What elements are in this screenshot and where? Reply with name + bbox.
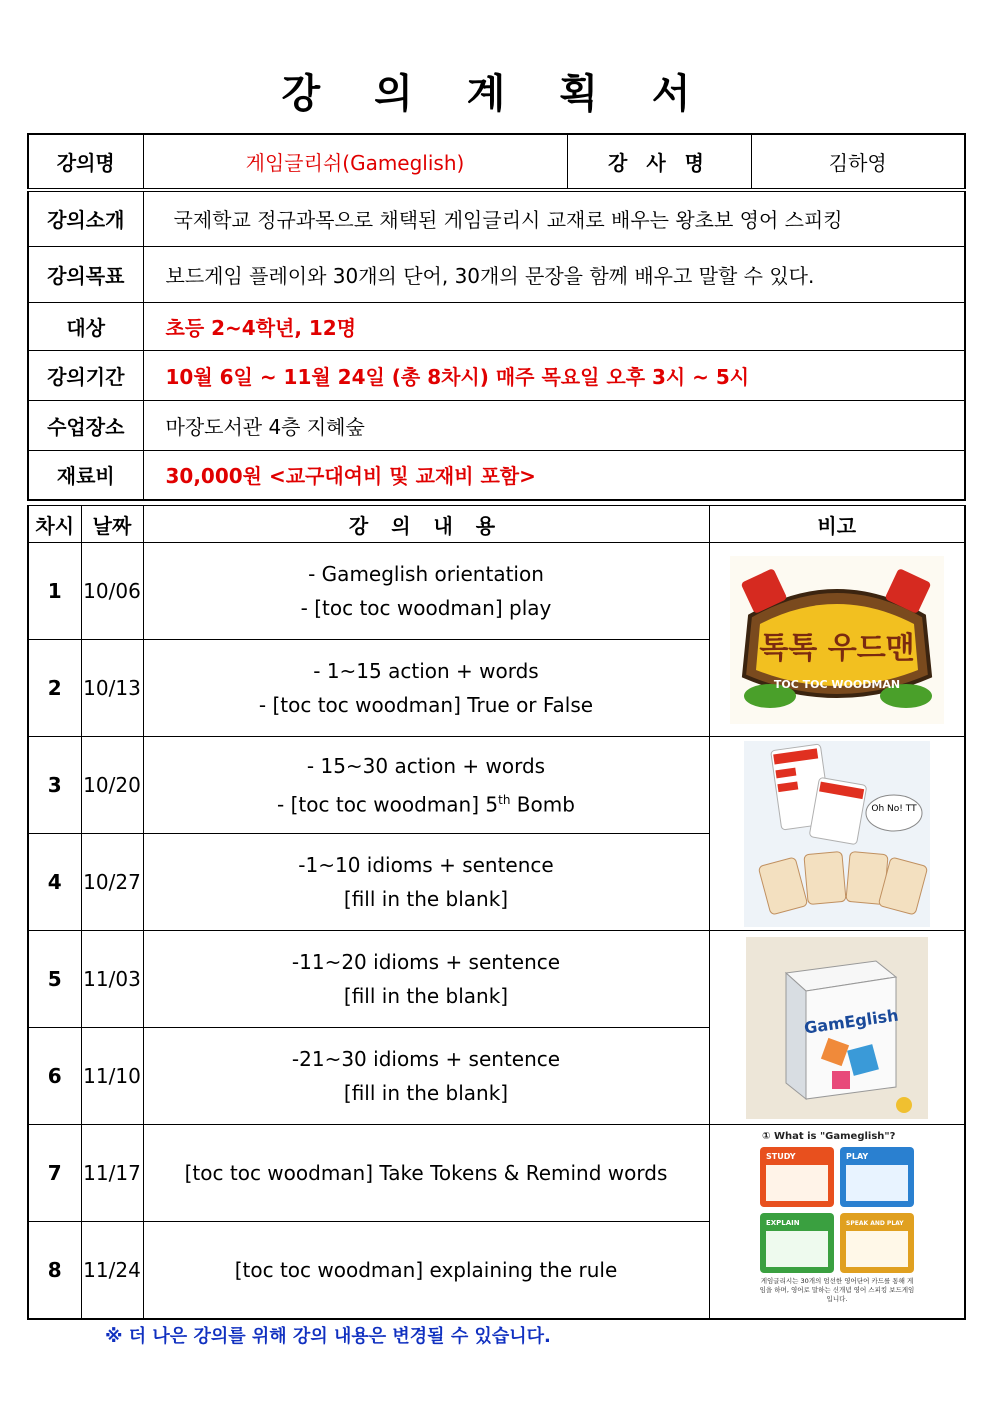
content-line: - [toc toc woodman] play xyxy=(300,596,552,620)
fee-label: 재료비 xyxy=(28,450,143,500)
session-number: 5 xyxy=(28,931,81,1028)
intro-label: 강의소개 xyxy=(28,190,143,246)
target-label: 대상 xyxy=(28,302,143,350)
session-date: 11/10 xyxy=(81,1028,143,1125)
instructor-value: 김하영 xyxy=(751,134,965,190)
session-date: 10/20 xyxy=(81,737,143,834)
content-line: [fill in the blank] xyxy=(343,984,509,1008)
table-row xyxy=(28,543,965,640)
place-value: 마장도서관 4층 지혜숲 xyxy=(143,400,965,450)
content-line: [toc toc woodman] Take Tokens & Remind words xyxy=(184,1161,668,1185)
content-line: - 1~15 action + words xyxy=(313,659,539,683)
session-number: 6 xyxy=(28,1028,81,1125)
session-date: 11/24 xyxy=(81,1222,143,1319)
header-session: 차시 xyxy=(28,506,81,543)
schedule-table xyxy=(27,505,966,1320)
content-line: - Gameglish orientation xyxy=(308,562,544,586)
session-date: 10/27 xyxy=(81,834,143,931)
content-line: -21~30 idioms + sentence xyxy=(291,1047,561,1071)
header-remarks: 비고 xyxy=(709,506,965,543)
info-title: ① What is "Gameglish"? xyxy=(761,1131,896,1143)
cards-bubble-text: Oh No! TT xyxy=(871,803,917,814)
session-date: 11/17 xyxy=(81,1125,143,1222)
info-play: PLAY xyxy=(845,1152,868,1162)
info-speak: SPEAK AND PLAY xyxy=(845,1220,904,1228)
table-row xyxy=(28,1125,965,1222)
period-label: 강의기간 xyxy=(28,350,143,400)
place-label: 수업장소 xyxy=(28,400,143,450)
session-content xyxy=(143,1125,709,1222)
session-content xyxy=(143,834,709,931)
gameglish-info-image xyxy=(709,1125,965,1319)
intro-value: 국제학교 정규과목으로 채택된 게임글리시 교재로 배우는 왕초보 영어 스피킹 xyxy=(143,190,965,246)
content-line: - [toc toc woodman] True or False xyxy=(258,693,594,717)
content-line xyxy=(144,783,709,822)
course-info-table xyxy=(27,133,966,501)
content-suffix: Bomb xyxy=(510,792,575,817)
info-explain: EXPLAIN xyxy=(765,1219,800,1228)
page-title: 강 의 계 획 서 xyxy=(281,71,711,117)
header-content: 강 의 내 용 xyxy=(143,506,709,543)
goal-value: 보드게임 플레이와 30개의 단어, 30개의 문장을 함께 배우고 말할 수 있다. xyxy=(143,246,965,302)
session-content xyxy=(143,1222,709,1319)
info-caption: 게임글리시는 30개의 엄선한 영어단어 카드를 통해 게임을 하며, 영어로 말하는 신개념 영어 스피킹 보드게임입니다. xyxy=(759,1277,915,1304)
course-label: 강의명 xyxy=(28,134,143,190)
content-line: [fill in the blank] xyxy=(343,1081,509,1105)
woodman-logo xyxy=(730,556,944,724)
session-content xyxy=(143,931,709,1028)
session-number: 3 xyxy=(28,737,81,834)
header-date: 날짜 xyxy=(81,506,143,543)
course-value: 게임글리쉬(Gameglish) xyxy=(143,134,567,190)
session-number: 7 xyxy=(28,1125,81,1222)
session-content xyxy=(143,737,709,834)
content-line: -1~10 idioms + sentence xyxy=(298,853,554,877)
game-box-illustration xyxy=(746,937,928,1119)
cards-illustration xyxy=(744,741,930,927)
gameglish-info-illustration xyxy=(754,1125,920,1317)
session-date: 11/03 xyxy=(81,931,143,1028)
content-line: [toc toc woodman] explaining the rule xyxy=(234,1257,618,1282)
content-prefix: - [toc toc woodman] 5 xyxy=(277,792,499,817)
instructor-label: 강 사 명 xyxy=(567,134,751,190)
session-number: 8 xyxy=(28,1222,81,1319)
info-study: STUDY xyxy=(765,1152,796,1162)
fee-value: 30,000원 <교구대여비 및 교재비 포함> xyxy=(143,450,965,500)
change-notice: ※ 더 나은 강의를 위해 강의 내용은 변경될 수 있습니다. xyxy=(105,1326,551,1347)
logo-sub: TOC TOC WOODMAN xyxy=(773,677,900,691)
goal-label: 강의목표 xyxy=(28,246,143,302)
content-line: - 15~30 action + words xyxy=(306,753,546,778)
session-number: 4 xyxy=(28,834,81,931)
session-number: 2 xyxy=(28,640,81,737)
game-box-image xyxy=(709,931,965,1125)
session-number: 1 xyxy=(28,543,81,640)
session-date: 10/06 xyxy=(81,543,143,640)
woodman-logo-image xyxy=(709,543,965,737)
session-date: 10/13 xyxy=(81,640,143,737)
table-row xyxy=(28,931,965,1028)
content-line: -11~20 idioms + sentence xyxy=(291,950,561,974)
box-logo-text: GamEglish xyxy=(802,1005,900,1038)
target-value: 초등 2~4학년, 12명 xyxy=(143,302,965,350)
period-value: 10월 6일 ~ 11월 24일 (총 8차시) 매주 목요일 오후 3시 ~ 5시 xyxy=(143,350,965,400)
content-line: [fill in the blank] xyxy=(343,887,509,911)
table-row xyxy=(28,737,965,834)
superscript: th xyxy=(498,792,511,807)
session-content xyxy=(143,640,709,737)
session-content xyxy=(143,1028,709,1125)
session-content xyxy=(143,543,709,640)
logo-text: 톡톡 우드맨 xyxy=(759,630,915,666)
cards-image xyxy=(709,737,965,931)
